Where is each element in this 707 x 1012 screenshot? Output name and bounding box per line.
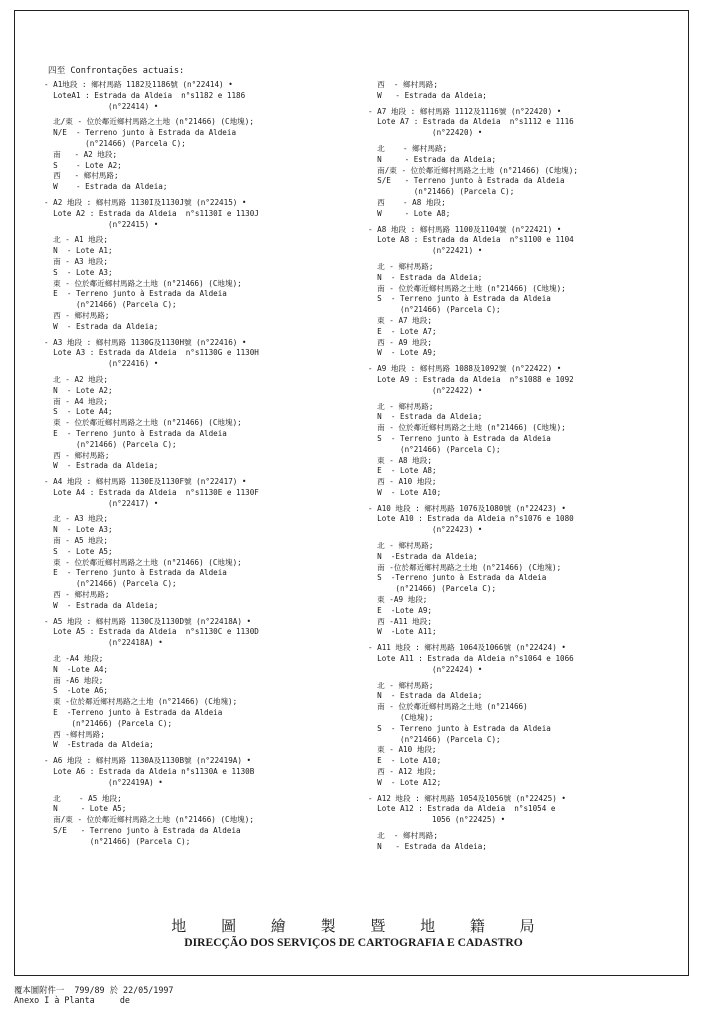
text-line: (n°22421) •	[368, 246, 483, 256]
text-line: (n°21466) (Parcela C);	[368, 444, 501, 454]
text-line: W - Estrada da Aldeia;	[368, 90, 487, 100]
text-line: - A4 地段 : 鄉村馬路 1130E及1130F號 (n°22417) •	[44, 477, 247, 487]
text-line: Lote A10 : Estrada da Aldeia n°s1076 e 1080	[368, 514, 574, 524]
text-line: (n°21466) (Parcela C);	[368, 187, 515, 197]
text-line: Lote A2 : Estrada da Aldeia n°s1130I e 1130J	[44, 208, 259, 218]
text-line: (n°21466) (Parcela C);	[368, 734, 501, 744]
text-line: N - Estrada da Aldeia;	[368, 272, 483, 282]
text-line: N - Lote A5;	[44, 804, 127, 814]
text-line: 東 -A9 地段;	[368, 595, 428, 605]
text-line: (n°22418A) •	[44, 638, 163, 648]
text-line: 北 - 鄉村馬路;	[368, 401, 434, 411]
text-line: 北 - 鄉村馬路;	[368, 831, 438, 840]
text-line: (n°22424) •	[368, 664, 483, 674]
text-line: 東 - 位於鄰近鄉村馬路之土地 (n°21466) (C地塊);	[44, 418, 242, 428]
text-line: 南 - 位於鄰近鄉村馬路之土地 (n°21466) (C地塊);	[368, 423, 566, 433]
text-line: (n°22414) •	[44, 101, 159, 111]
text-line: 北 - A5 地段;	[44, 793, 122, 803]
text-line: W -Estrada da Aldeia;	[44, 740, 154, 750]
text-line: S - Terreno junto à Estrada da Aldeia	[368, 433, 551, 443]
text-line: W - Lote A12;	[368, 777, 442, 787]
text-line: (n°21466) (Parcela C);	[44, 439, 177, 449]
text-line: W - Estrada da Aldeia;	[44, 461, 159, 471]
text-line: Lote A6 : Estrada da Aldeia n°s1130A e 1130B	[44, 767, 255, 777]
text-line: Lote A5 : Estrada da Aldeia n°s1130C e 1130D	[44, 627, 259, 637]
text-line: N - Estrada da Aldeia;	[368, 841, 487, 851]
text-line: Lote A8 : Estrada da Aldeia n°s1100 e 1104	[368, 235, 574, 245]
text-line: E - Terreno junto à Estrada da Aldeia	[44, 568, 227, 578]
text-line: (n°21466) (Parcela C);	[44, 300, 177, 310]
text-line: 西 - A12 地段;	[368, 767, 437, 777]
text-line: Lote A12 : Estrada da Aldeia n°s1054 e	[368, 804, 556, 814]
text-line: 南 - A5 地段;	[44, 536, 108, 546]
text-line: E - Lote A10;	[368, 756, 442, 766]
text-line: - A3 地段 : 鄉村馬路 1130G及1130H號 (n°22416) •	[44, 337, 247, 347]
text-line: S - Lote A2;	[44, 160, 122, 170]
text-line: 南 - A3 地段;	[44, 256, 108, 266]
text-line: S -Lote A6;	[44, 686, 109, 696]
text-line: E - Terreno junto à Estrada da Aldeia	[44, 428, 227, 438]
text-line: - A12 地段 : 鄉村馬路 1054及1056號 (n°22425) •	[368, 793, 566, 803]
text-line: 南 - 位於鄰近鄉村馬路之土地 (n°21466)	[368, 702, 528, 712]
text-line: S -Terreno junto à Estrada da Aldeia	[368, 573, 547, 583]
text-line: - A11 地段 : 鄉村馬路 1064及1066號 (n°22424) •	[368, 643, 566, 653]
text-line: - A5 地段 : 鄉村馬路 1130C及1130D號 (n°22418A) •	[44, 616, 252, 626]
text-line: W - Lote A10;	[368, 487, 442, 497]
text-line: 南/東 - 位於鄰近鄉村馬路之土地 (n°21466) (C地塊);	[44, 815, 254, 825]
text-line: 西 - 鄉村馬路;	[44, 310, 110, 320]
text-line: N - Estrada da Aldeia;	[368, 154, 497, 164]
text-line: N -Lote A4;	[44, 664, 109, 674]
text-line: 東 - 位於鄰近鄉村馬路之土地 (n°21466) (C地塊);	[44, 278, 242, 288]
text-line: 北 -A4 地段;	[44, 654, 104, 664]
text-line: Lote A7 : Estrada da Aldeia n°s1112 e 1116	[368, 117, 574, 127]
text-line: 南/東 - 位於鄰近鄉村馬路之土地 (n°21466) (C地塊);	[368, 165, 578, 175]
text-line: E - Terreno junto à Estrada da Aldeia	[44, 289, 227, 299]
text-line: (C地塊);	[368, 713, 434, 723]
text-line: 北 - 鄉村馬路;	[368, 541, 434, 551]
agency-name-portuguese: DIRECÇÃO DOS SERVIÇOS DE CARTOGRAFIA E CADASTRO	[184, 936, 523, 949]
text-line: 1056 (n°22425) •	[368, 815, 506, 825]
text-line: 南 - A4 地段;	[44, 396, 108, 406]
section-header: 四至 Confrontações actuais:	[48, 66, 185, 76]
text-line: E - Lote A7;	[368, 326, 437, 336]
text-line: 西 -鄉村馬路;	[44, 729, 105, 739]
text-line: N - Estrada da Aldeia;	[368, 691, 483, 701]
text-line: (n°21466) (Parcela C);	[44, 718, 173, 728]
text-line: S/E - Terreno junto à Estrada da Aldeia	[368, 176, 565, 186]
text-line: - A2 地段 : 鄉村馬路 1130I及1130J號 (n°22415) •	[44, 197, 247, 207]
text-line: S - Lote A3;	[44, 267, 113, 277]
text-line: W - Estrada da Aldeia;	[44, 182, 168, 192]
right-column	[368, 80, 578, 853]
text-line: E -Terreno junto à Estrada da Aldeia	[44, 708, 223, 718]
text-line: W - Lote A9;	[368, 348, 437, 358]
text-line: 西 - 鄉村馬路;	[368, 80, 438, 89]
text-line: N - Lote A3;	[44, 525, 113, 535]
text-line: (n°22423) •	[368, 525, 483, 535]
text-line: N -Estrada da Aldeia;	[368, 551, 478, 561]
text-line: E - Lote A8;	[368, 466, 437, 476]
text-line: N - Lote A1;	[44, 246, 113, 256]
text-line: (n°22415) •	[44, 219, 159, 229]
text-line: W - Lote A8;	[368, 208, 451, 218]
text-line: (n°21466) (Parcela C);	[44, 836, 191, 846]
text-line: E -Lote A9;	[368, 605, 433, 615]
text-line: 西 - A8 地段;	[368, 197, 446, 207]
text-line: 東 -位於鄰近鄉村馬路之土地 (n°21466) (C地塊);	[44, 697, 238, 707]
text-line: 北 - A3 地段;	[44, 514, 108, 524]
text-line: 東 - A8 地段;	[368, 455, 432, 465]
text-line: (n°21466) (Parcela C);	[368, 584, 497, 594]
text-line: (n°21466) (Parcela C);	[368, 305, 501, 315]
text-line: - A1地段 : 鄉村馬路 1182及1186號 (n°22414) •	[44, 80, 233, 89]
annex-line-2: Anexo I à Planta de	[14, 995, 130, 1005]
text-line: 西 - A10 地段;	[368, 477, 437, 487]
text-line: S - Lote A5;	[44, 546, 113, 556]
text-line: (n°21466) (Parcela C);	[44, 579, 177, 589]
text-line: N/E - Terreno junto à Estrada da Aldeia	[44, 128, 237, 138]
text-line: 西 -A11 地段;	[368, 616, 432, 626]
text-line: - A7 地段 : 鄉村馬路 1112及1116號 (n°22420) •	[368, 106, 562, 116]
text-line: - A6 地段 : 鄉村馬路 1130A及1130B號 (n°22419A) •	[44, 756, 252, 766]
text-line: 東 - 位於鄰近鄉村馬路之土地 (n°21466) (C地塊);	[44, 557, 242, 567]
text-line: S - Terreno junto à Estrada da Aldeia	[368, 294, 551, 304]
text-line: N - Estrada da Aldeia;	[368, 412, 483, 422]
agency-name-chinese: 地 圖 繪 製 暨 地 籍 局	[171, 917, 536, 935]
text-line: (n°22422) •	[368, 385, 483, 395]
annex-note	[14, 985, 173, 1005]
text-line: 西 - 鄉村馬路;	[44, 590, 110, 600]
text-line: W - Estrada da Aldeia;	[44, 321, 159, 331]
text-line: S/E - Terreno junto à Estrada da Aldeia	[44, 826, 241, 835]
text-line: Lote A3 : Estrada da Aldeia n°s1130G e 1130H	[44, 348, 259, 358]
text-line: 西 - 鄉村馬路;	[44, 171, 119, 181]
text-line: Lote A9 : Estrada da Aldeia n°s1088 e 1092	[368, 374, 574, 384]
text-line: S - Terreno junto à Estrada da Aldeia	[368, 723, 551, 733]
text-line: LoteA1 : Estrada da Aldeia n°s1182 e 1186	[44, 90, 246, 100]
text-line: 東 - A10 地段;	[368, 745, 437, 755]
text-line: 西 - A9 地段;	[368, 337, 432, 347]
text-line: 東 - A7 地段;	[368, 315, 432, 325]
text-line: N - Lote A2;	[44, 385, 113, 395]
text-line: (n°22416) •	[44, 359, 159, 369]
text-line: (n°22419A) •	[44, 777, 163, 787]
text-line: 南 - A2 地段;	[44, 149, 118, 159]
text-line: - A10 地段 : 鄉村馬路 1076及1080號 (n°22423) •	[368, 503, 566, 513]
text-line: 北 - 鄉村馬路;	[368, 261, 434, 271]
text-line: 北/東 - 位於鄰近鄉村馬路之土地 (n°21466) (C地塊);	[44, 117, 254, 127]
text-line: W - Estrada da Aldeia;	[44, 600, 159, 610]
text-line: Lote A4 : Estrada da Aldeia n°s1130E e 1130F	[44, 487, 259, 497]
text-line: 西 - 鄉村馬路;	[44, 450, 110, 460]
text-line: 南 -位於鄰近鄉村馬路之土地 (n°21466) (C地塊);	[368, 562, 562, 572]
text-line: 北 - A1 地段;	[44, 235, 108, 245]
text-line: (n°21466) (Parcela C);	[44, 138, 186, 148]
text-line: (n°22420) •	[368, 128, 483, 138]
text-line: 北 - 鄉村馬路;	[368, 143, 448, 153]
left-column	[44, 80, 259, 848]
text-line: (n°22417) •	[44, 498, 159, 508]
annex-line-1: 覆本圖附件一 799/89 於 22/05/1997	[14, 985, 174, 995]
text-line: - A9 地段 : 鄉村馬路 1088及1092號 (n°22422) •	[368, 364, 562, 374]
text-line: 北 - 鄉村馬路;	[368, 680, 434, 690]
text-line: 南 -A6 地段;	[44, 675, 104, 685]
text-line: - A8 地段 : 鄉村馬路 1100及1104號 (n°22421) •	[368, 224, 562, 234]
text-line: 南 - 位於鄰近鄉村馬路之土地 (n°21466) (C地塊);	[368, 283, 566, 293]
text-line: Lote A11 : Estrada da Aldeia n°s1064 e 1066	[368, 654, 574, 664]
text-line: 北 - A2 地段;	[44, 374, 108, 384]
text-line: W -Lote A11;	[368, 627, 437, 637]
text-line: S - Lote A4;	[44, 407, 113, 417]
